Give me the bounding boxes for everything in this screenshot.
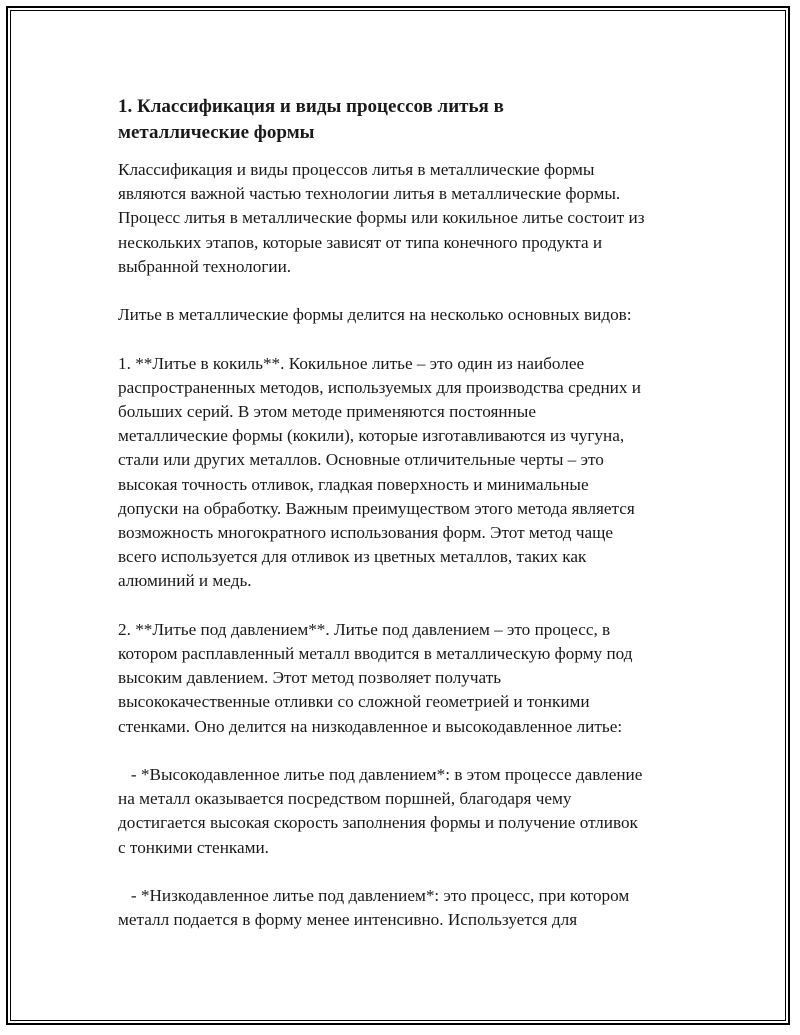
list-item-high-pressure: - *Высокодавленное литье под давлением*: в этом процессе давление на металл оказывается посредством поршней, благодаря чему достигается высокая скорость заполнения формы и получение отливок с тонкими стенками. — [118, 765, 643, 857]
paragraph-pressure-casting: 2. **Литье под давлением**. Литье под давлением – это процесс, в котором расплавленный металл вводится в металлическую форму под высоким давлением. Этот метод позволяет получать высококачественные отливки со сложной геометрией и тонкими стенками. Оно делится на низкодавленное и высокодавленное литье: — [118, 619, 633, 736]
section-heading: 1. Классификация и виды процессов литья в металлические формы — [118, 96, 504, 143]
paragraph-types-lead: Литье в металлические формы делится на несколько основных видов: — [118, 305, 632, 325]
paragraph-chill-casting: 1. **Литье в кокиль**. Кокильное литье – это один из наиболее распространенных методов, используемых для производства средних и больших серий. В этом методе применяются постоянные металлические формы (кокили), которые изготавливаются из чугуна, стали или других металлов. Основные отличительные черты – это высокая точность отливок, гладкая поверхность и минимальные допуски на обработку. Важным преимуществом этого метода является возможность многократного использования форм. Этот метод чаще всего используется для отливок из цветных металлов, таких как алюминий и медь. — [118, 353, 641, 591]
document-body — [118, 94, 708, 957]
list-item-low-pressure: - *Низкодавленное литье под давлением*: это процесс, при котором металл подается в форму менее интенсивно. Используется для — [118, 886, 630, 930]
paragraph-intro: Классификация и виды процессов литья в металлические формы являются важной частью технологии литья в металлические формы. Процесс литья в металлические формы или кокильное литье состоит из нескольких этапов, которые зависят от типа конечного продукта и выбранной технологии. — [118, 160, 645, 276]
